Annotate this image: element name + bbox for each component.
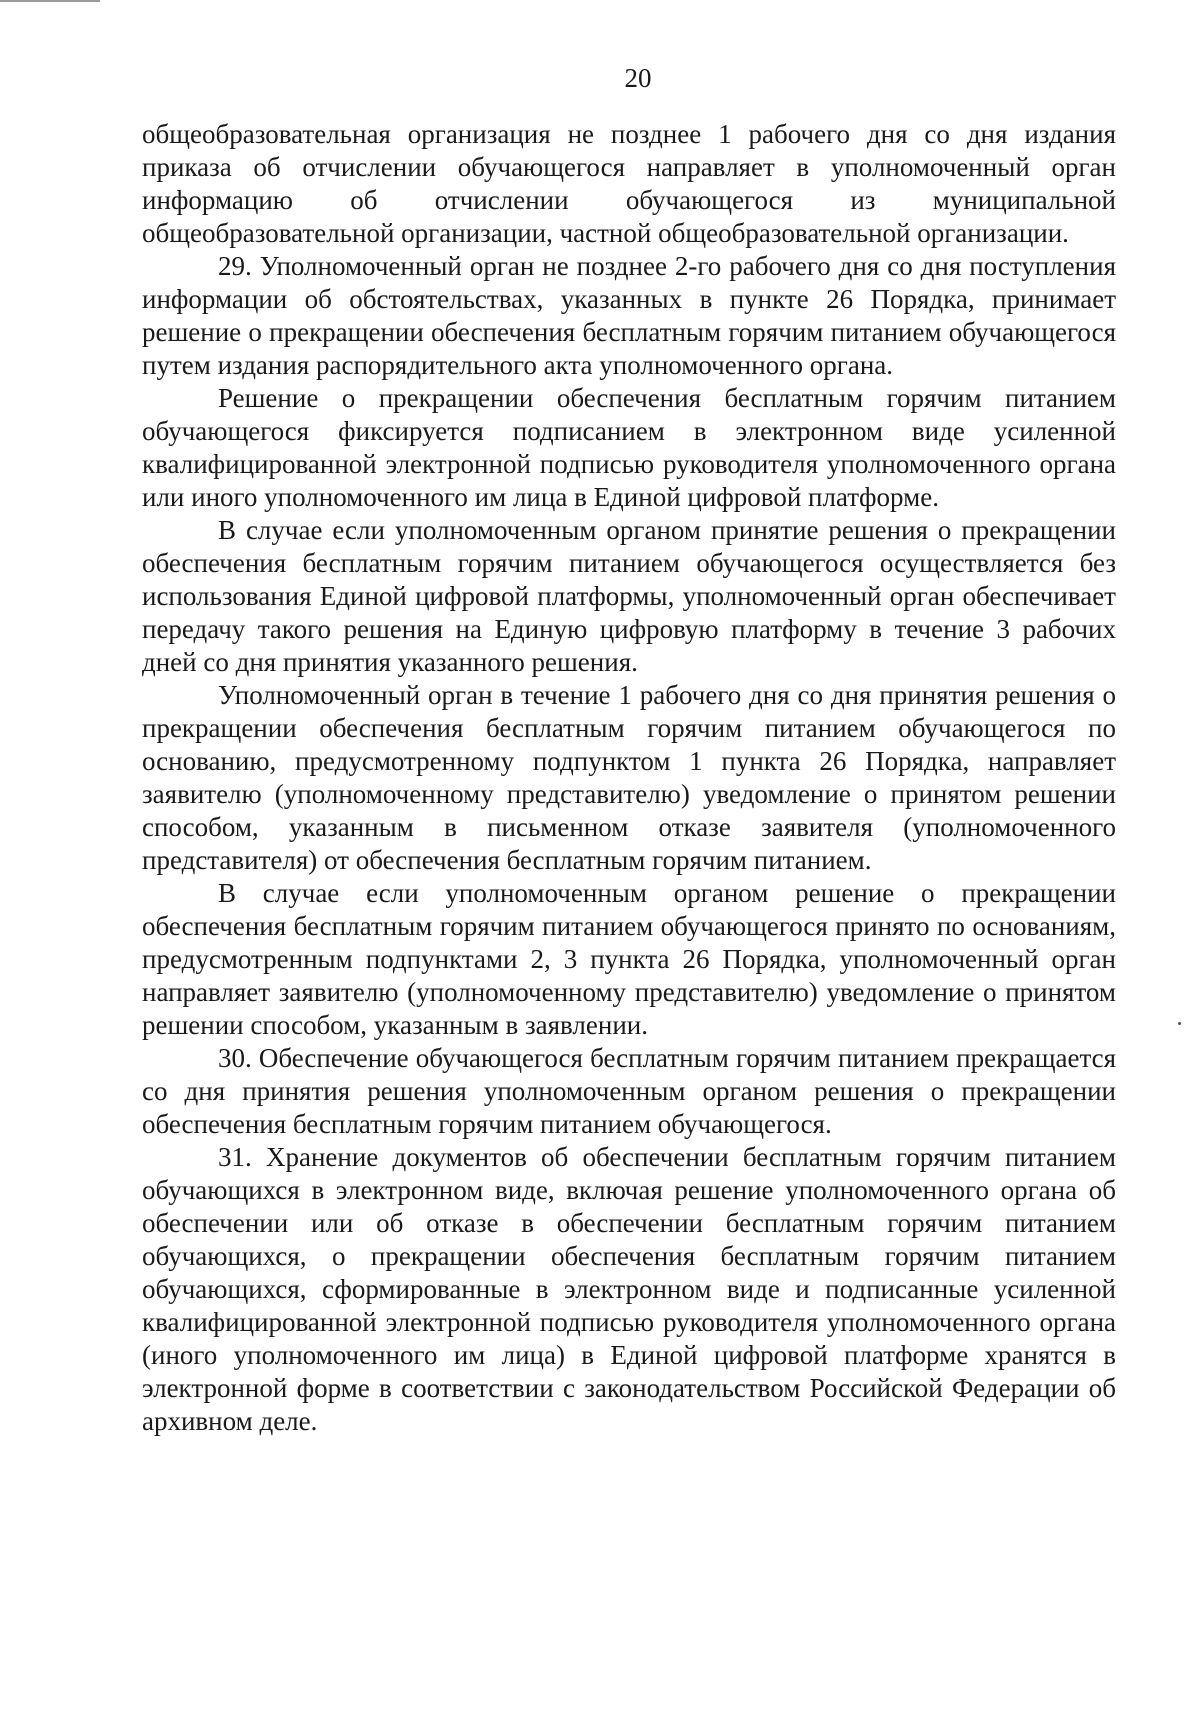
paragraph-item-29: 29. Уполномоченный орган не позднее 2-го рабочего дня со дня поступления информации об обстоятельствах, указанных в пункте 26 Порядка, принимает решение о прекращении обеспечения бесплатным горячим питанием обучающегося путем издания распорядительного акта уполномоченного органа.	[142, 251, 1116, 380]
document-page	[142, 62, 1116, 1438]
paragraph-continuation: общеобразовательная организация не позднее 1 рабочего дня со дня издания приказа об отчислении обучающегося направляет в уполномоченный орган информацию об отчислении обучающегося из муниципальной общеобразовательной организации, частной общеобразовательной организации.	[142, 119, 1116, 248]
paragraph-item-30: 30. Обеспечение обучающегося бесплатным горячим питанием прекращается со дня принятия решения уполномоченным органом решения о прекращении обеспечения бесплатным горячим питанием обучающегося.	[142, 1043, 1116, 1139]
page-number: 20	[624, 63, 652, 93]
scan-speck	[1178, 1022, 1181, 1025]
scan-edge-artifact	[0, 0, 100, 2]
paragraph-decision-signing: Решение о прекращении обеспечения бесплатным горячим питанием обучающегося фиксируется подписанием в электронном виде усиленной квалифицированной электронной подписью руководителя уполномоченного органа или иного уполномоченного им лица в Единой цифровой платформе.	[142, 383, 1116, 512]
paragraph-item-31: 31. Хранение документов об обеспечении бесплатным горячим питанием обучающихся в электронном виде, включая решение уполномоченного органа об обеспечении или об отказе в обеспечении бесплатным горячим питанием обучающихся, о прекращении обеспечения бесплатным горячим питанием обучающихся, сформированные в электронном виде и подписанные усиленной квалифицированной электронной подписью руководителя уполномоченного органа (иного уполномоченного им лица) в Единой цифровой платформе хранятся в электронной форме в соответствии с законодательством Российской Федерации об архивном деле.	[142, 1142, 1116, 1436]
paragraph-notification-subpoints-2-3: В случае если уполномоченным органом решение о прекращении обеспечения бесплатным горячим питанием обучающегося принято по основаниям, предусмотренным подпунктами 2, 3 пункта 26 Порядка, уполномоченный орган направляет заявителю (уполномоченному представителю) уведомление о принятом решении способом, указанным в заявлении.	[142, 878, 1116, 1040]
paragraph-decision-transfer: В случае если уполномоченным органом принятие решения о прекращении обеспечения бесплатным горячим питанием обучающегося осуществляется без использования Единой цифровой платформы, уполномоченный орган обеспечивает передачу такого решения на Единую цифровую платформу в течение 3 рабочих дней со дня принятия указанного решения.	[142, 515, 1116, 677]
paragraph-notification-subpoint-1: Уполномоченный орган в течение 1 рабочего дня со дня принятия решения о прекращении обеспечения бесплатным горячим питанием обучающегося по основанию, предусмотренному подпунктом 1 пункта 26 Порядка, направляет заявителю (уполномоченному представителю) уведомление о принятом решении способом, указанным в письменном отказе заявителя (уполномоченного представителя) от обеспечения бесплатным горячим питанием.	[142, 680, 1116, 875]
